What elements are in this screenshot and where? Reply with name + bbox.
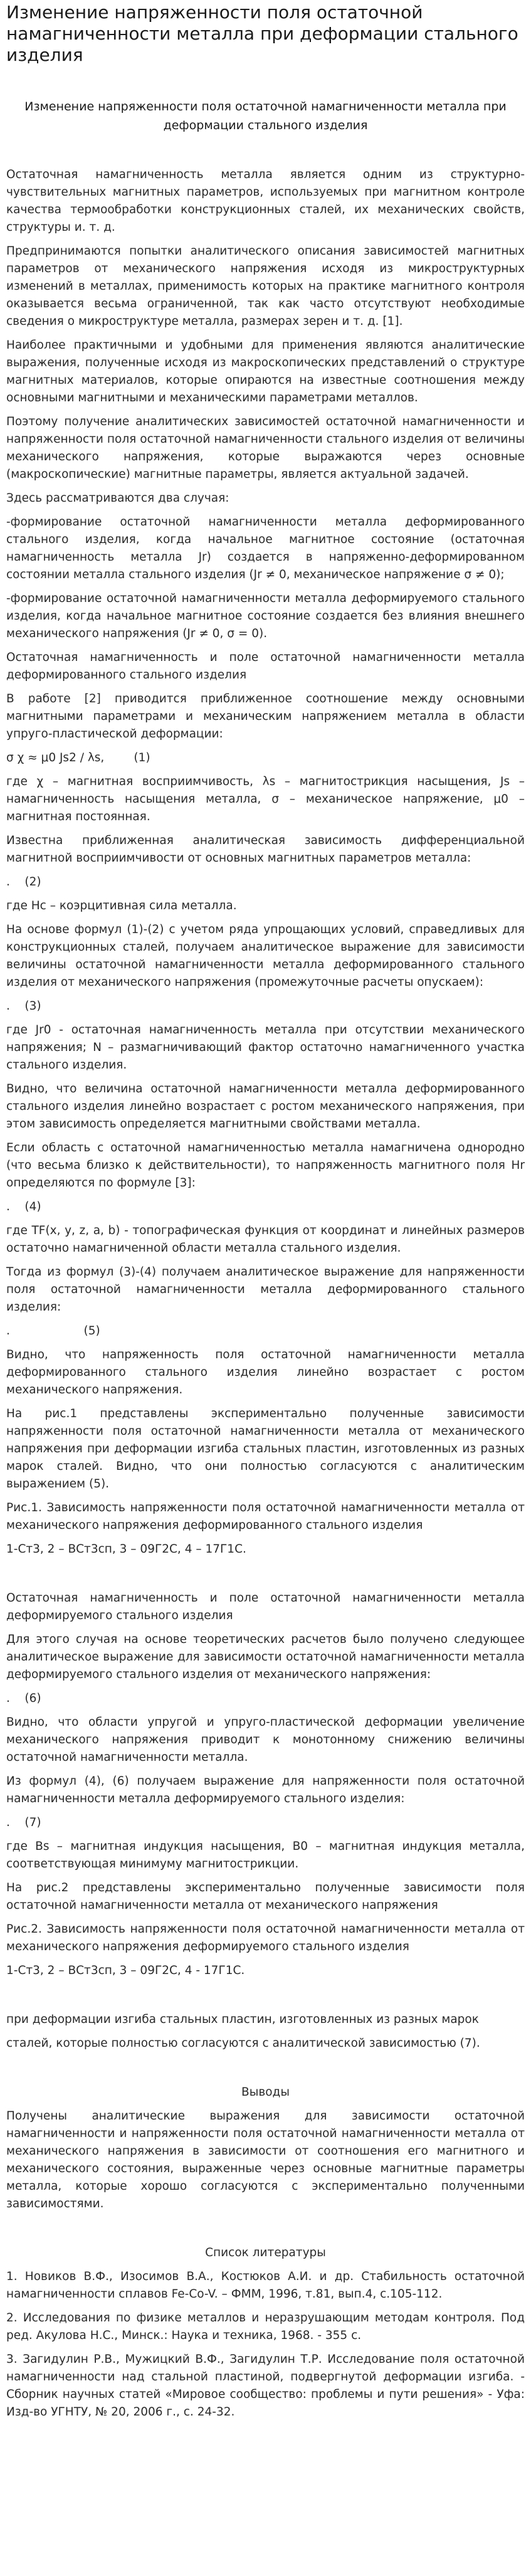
figure-legend-1: 1-Ст3, 2 – ВСт3сп, 3 – 09Г2С, 4 – 17Г1С. bbox=[6, 1543, 246, 1556]
paragraph: Остаточная намагниченность металла является одним из структурно-чувствительных магнитных параметров, используемых при магнитном контроле качества термообработки конструкционных сталей, их механических свойств, структуры и. т. д. bbox=[6, 168, 525, 234]
paragraph: Здесь рассматриваются два случая: bbox=[6, 492, 229, 505]
formula-2: . (2) bbox=[6, 875, 41, 889]
paragraph: Если область с остаточной намагниченностью металла намагничена однородно (что весьма близко к действительности), то напряженность магнитного поля Hr определяются по формуле [3]: bbox=[6, 1141, 525, 1190]
list-item: -формирование остаточной намагниченности металла деформированного стального изделия, когда начальное магнитное состояние (остаточная намагниченность металла Jr) создается в напряженно-деформированном состоянии металла стального изделия (Jr ≠ 0, механическое напряжение σ ≠ 0); bbox=[6, 515, 525, 581]
paragraph: Тогда из формул (3)-(4) получаем аналитическое выражение для напряженности поля остаточной намагниченности металла деформированного стального изделия: bbox=[6, 1265, 525, 1314]
paragraph: Для этого случая на основе теоретических расчетов было получено следующее аналитическое выражение для зависимости остаточной намагниченности металла деформируемого стального изделия от механического напряжения: bbox=[6, 1633, 525, 1681]
article-body bbox=[0, 166, 531, 2421]
paragraph: На рис.1 представлены экспериментально полученные зависимости напряженности поля остаточной намагниченности металла от механического напряжения при деформации изгиба стальных пластин, изготовленных из разных марок сталей. Видно, что они полностью согласуются с аналитическим выражением (5). bbox=[6, 1407, 525, 1491]
figure-caption-2: Рис.2. Зависимость напряженности поля остаточной намагниченности металла от механического напряжения деформируемого стального изделия bbox=[6, 1923, 525, 1953]
paragraph: В работе [2] приводится приближенное соотношение между основными магнитными параметрами и механическим напряжением металла в области упруго-пластической деформации: bbox=[6, 692, 525, 741]
figure-legend-2: 1-Ст3, 2 – ВСт3сп, 3 – 09Г2С, 4 - 17Г1С. bbox=[6, 1964, 245, 1977]
figure-caption-1: Рис.1. Зависимость напряженности поля остаточной намагниченности металла от механического напряжения деформированного стального изделия bbox=[6, 1501, 525, 1532]
formula-3: . (3) bbox=[6, 1000, 41, 1013]
formula-4: . (4) bbox=[6, 1200, 41, 1213]
conclusions-heading: Выводы bbox=[241, 2086, 290, 2099]
paragraph: при деформации изгиба стальных пластин, изготовленных из разных марок bbox=[6, 2013, 479, 2026]
paragraph: сталей, которые полностью согласуются с аналитической зависимостью (7). bbox=[6, 2037, 480, 2050]
formula-6: . (6) bbox=[6, 1692, 41, 1705]
reference-item: 1. Новиков В.Ф., Изосимов В.А., Костюков А.И. и др. Стабильность остаточной намагниченности сплавов Fe-Co-V. – ФММ, 1996, т.81, вып.4, с.105-112. bbox=[6, 2270, 525, 2301]
paragraph: Из формул (4), (6) получаем выражение для напряженности поля остаточной намагниченности металла деформируемого стального изделия: bbox=[6, 1775, 525, 1805]
paragraph: где TF(x, y, z, a, b) - топографическая функция от координат и линейных размеров остаточно намагниченной области металла стального изделия. bbox=[6, 1224, 525, 1255]
paragraph: Предпринимаются попытки аналитического описания зависимостей магнитных параметров от механического напряжения исходя из микроструктурных изменений в металлах, применимость которых на практике магнитного контроля оказывается весьма ограниченной, так как часто отсутствуют необходимые сведения о микроструктуре металла, размерах зерен и т. д. [1]. bbox=[6, 245, 525, 328]
paragraph: На основе формул (1)-(2) с учетом ряда упрощающих условий, справедливых для конструкционных сталей, получаем аналитическое выражение для зависимости величины остаточной намагниченности металла деформированного стального изделия от механического напряжения (промежуточные расчеты опускаем): bbox=[6, 923, 525, 989]
paragraph: Поэтому получение аналитических зависимостей остаточной намагниченности и напряженности поля остаточной намагниченности стального изделия от величины механического напряжения, которые выражаются через основные (макроскопические) магнитные параметры, является актуальной задачей. bbox=[6, 415, 525, 481]
article-subtitle: Изменение напряженности поля остаточной намагниченности металла при деформации стального изделия bbox=[24, 100, 507, 132]
formula-5: . (5) bbox=[6, 1324, 100, 1338]
section-heading: Остаточная намагниченность и поле остаточной намагниченности металла деформируемого стального изделия bbox=[6, 1592, 525, 1622]
reference-item: 3. Загидулин Р.В., Мужицкий В.Ф., Загидулин Т.Р. Исследование поля остаточной намагниченности над стальной пластиной, подвергнутой деформации изгиба. - Сборник научных статей «Мировое сообщество: проблемы и пути решения» - Уфа: Изд-во УГНТУ, № 20, 2006 г., с. 24-32. bbox=[6, 2353, 525, 2419]
paragraph: На рис.2 представлены экспериментально полученные зависимости поля остаточной намагниченности металла от механического напряжения bbox=[6, 1881, 525, 1912]
paragraph: где Hc – коэрцитивная сила металла. bbox=[6, 899, 237, 912]
formula-7: . (7) bbox=[6, 1816, 41, 1829]
paragraph: где Jr0 - остаточная намагниченность металла при отсутствии механического напряжения; N – размагничивающий фактор остаточно намагниченного участка стального изделия. bbox=[6, 1023, 525, 1072]
paragraph: Видно, что напряженность поля остаточной намагниченности металла деформированного стального изделия линейно возрастает с ростом механического напряжения. bbox=[6, 1348, 525, 1396]
paragraph: Наиболее практичными и удобными для применения являются аналитические выражения, полученные исходя из макроскопических представлений о структуре магнитных материалов, которые опираются на известные соотношения между основными магнитными и механическими параметрами металлов. bbox=[6, 339, 525, 404]
paragraph: Известна приближенная аналитическая зависимость дифференциальной магнитной восприимчивости от основных магнитных параметров металла: bbox=[6, 834, 525, 865]
paragraph: где Bs – магнитная индукция насыщения, B0 – магнитная индукция металла, соответствующая минимуму магнитострикции. bbox=[6, 1840, 525, 1871]
paragraph: Видно, что величина остаточной намагниченности металла деформированного стального изделия линейно возрастает с ростом механического напряжения, при этом зависимость определяется магнитными свойствами металла. bbox=[6, 1082, 525, 1131]
paragraph: Получены аналитические выражения для зависимости остаточной намагниченности и напряженности поля остаточной намагниченности металла от механического напряжения в зависимости от соотношения его магнитного и механического состояния, выраженные через основные магнитные параметры металла, которые хорошо согласуются с экспериментально полученными зависимостями. bbox=[6, 2109, 525, 2210]
page-title: Изменение напряженности поля остаточной намагниченности металла при деформации стального изделия bbox=[6, 2, 518, 65]
list-item: -формирование остаточной намагниченности металла деформируемого стального изделия, когда начальное магнитное состояние создается без влияния внешнего механического напряжения (Jr ≠ 0, σ = 0). bbox=[6, 592, 525, 640]
paragraph: где χ – магнитная восприимчивость, λs – магнитострикция насыщения, Js – намагниченность насыщения металла, σ – механическое напряжение, μ0 – магнитная постоянная. bbox=[6, 775, 525, 823]
references-heading: Список литературы bbox=[205, 2246, 326, 2259]
paragraph: Видно, что области упругой и упруго-пластической деформации увеличение механического напряжения приводит к монотонному снижению величины остаточной намагниченности металла. bbox=[6, 1716, 525, 1764]
section-heading: Остаточная намагниченность и поле остаточной намагниченности металла деформированного стального изделия bbox=[6, 651, 525, 682]
formula-1: σ χ ≈ μ0 Js2 / λs, (1) bbox=[6, 751, 150, 764]
reference-item: 2. Исследования по физике металлов и неразрушающим методам контроля. Под ред. Акулова Н.С., Минск.: Наука и техника, 1968. - 355 с. bbox=[6, 2311, 525, 2342]
